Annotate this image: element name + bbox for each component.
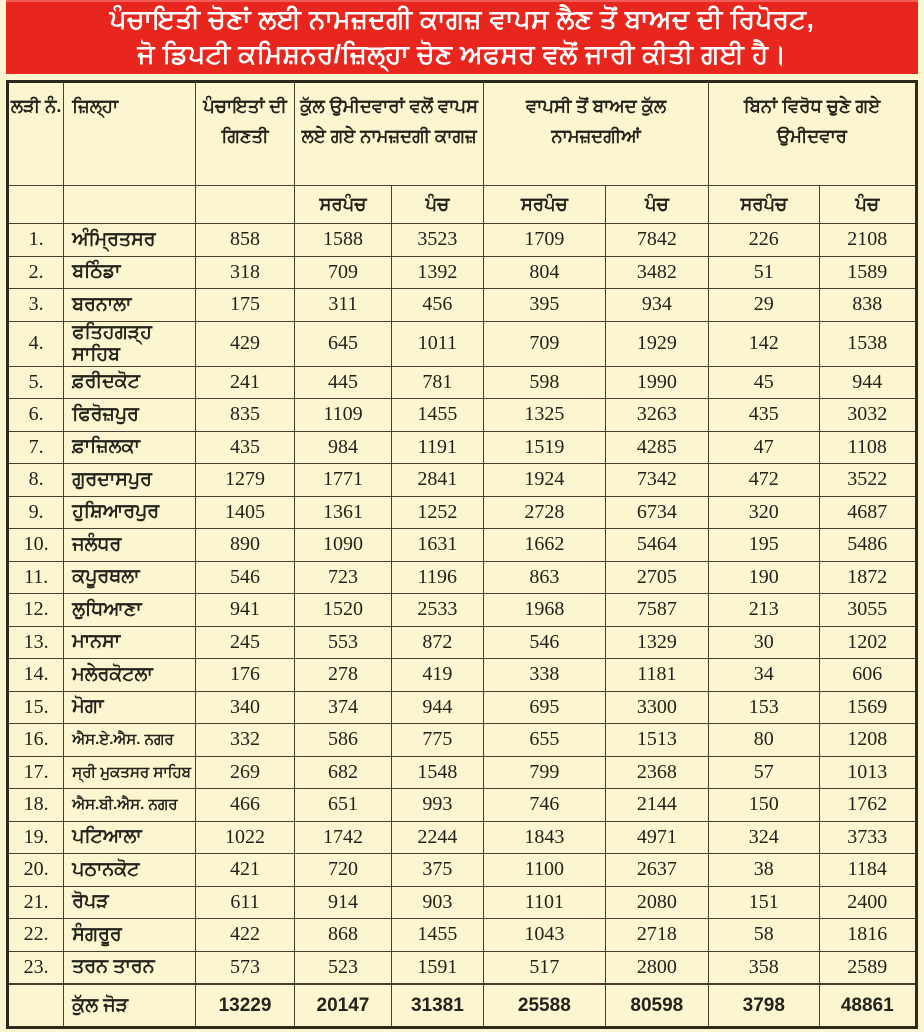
value-cell: 1329 — [605, 626, 708, 659]
value-cell: 6734 — [605, 496, 708, 529]
value-cell: 598 — [484, 366, 606, 399]
value-cell: 324 — [709, 821, 819, 854]
serial-cell: 14. — [8, 659, 64, 692]
value-cell: 151 — [709, 886, 819, 919]
district-cell: ਸੰਗਰੂਰ — [64, 919, 196, 952]
table-row — [8, 431, 917, 464]
district-cell: ਐਸ.ਬੀ.ਐਸ. ਨਗਰ — [64, 789, 196, 822]
serial-cell: 12. — [8, 594, 64, 627]
value-cell: 1361 — [295, 496, 391, 529]
table-header — [8, 82, 917, 224]
value-cell: 80 — [709, 724, 819, 757]
value-cell: 176 — [195, 659, 294, 692]
serial-cell: 22. — [8, 919, 64, 952]
value-cell: 338 — [484, 659, 606, 692]
district-cell: ਗੁਰਦਾਸਪੁਰ — [64, 464, 196, 497]
value-cell: 709 — [484, 321, 606, 366]
total-value-cell: 48861 — [819, 984, 916, 1028]
value-cell: 57 — [709, 756, 819, 789]
district-cell: ਸ੍ਰੀ ਮੁਕਤਸਰ ਸਾਹਿਬ — [64, 756, 196, 789]
subheader-sarpanch: ਸਰਪੰਚ — [484, 186, 606, 224]
value-cell: 269 — [195, 756, 294, 789]
serial-cell: 11. — [8, 561, 64, 594]
value-cell: 38 — [709, 854, 819, 887]
district-cell: ਮਾਨਸਾ — [64, 626, 196, 659]
value-cell: 195 — [709, 529, 819, 562]
value-cell: 944 — [391, 691, 483, 724]
value-cell: 775 — [391, 724, 483, 757]
serial-cell: 5. — [8, 366, 64, 399]
value-cell: 1109 — [295, 399, 391, 432]
value-cell: 1208 — [819, 724, 916, 757]
district-cell: ਰੋਪੜ — [64, 886, 196, 919]
value-cell: 606 — [819, 659, 916, 692]
serial-cell: 15. — [8, 691, 64, 724]
value-cell: 709 — [295, 256, 391, 289]
value-cell: 1662 — [484, 529, 606, 562]
value-cell: 5486 — [819, 529, 916, 562]
serial-cell: 20. — [8, 854, 64, 887]
subheader-panch: ਪੰਚ — [605, 186, 708, 224]
value-cell: 421 — [195, 854, 294, 887]
value-cell: 1709 — [484, 224, 606, 257]
value-cell: 2244 — [391, 821, 483, 854]
value-cell: 3032 — [819, 399, 916, 432]
header-group-withdrawn-papers: ਕੁੱਲ ਉਮੀਦਵਾਰਾਂ ਵਲੋਂ ਵਾਪਸ ਲਏ ਗਏ ਨਾਮਜ਼ਦਗੀ ਕਾਗਜ਼ — [295, 82, 484, 186]
value-cell: 142 — [709, 321, 819, 366]
value-cell: 1043 — [484, 919, 606, 952]
value-cell: 1184 — [819, 854, 916, 887]
value-cell: 1513 — [605, 724, 708, 757]
value-cell: 835 — [195, 399, 294, 432]
value-cell: 1279 — [195, 464, 294, 497]
table-row — [8, 529, 917, 562]
table-row — [8, 366, 917, 399]
serial-cell: 16. — [8, 724, 64, 757]
value-cell: 944 — [819, 366, 916, 399]
subheader-panch: ਪੰਚ — [819, 186, 916, 224]
district-cell: ਫ਼ਰੀਦਕੋਟ — [64, 366, 196, 399]
value-cell: 655 — [484, 724, 606, 757]
value-cell: 2400 — [819, 886, 916, 919]
subheader-empty — [64, 186, 196, 224]
serial-cell: 23. — [8, 951, 64, 984]
title-line-2: ਜੋ ਡਿਪਟੀ ਕਮਿਸ਼ਨਰ/ਜ਼ਿਲ੍ਹਾ ਚੋਣ ਅਫਸਰ ਵਲੋਂ ਜਾਰੀ ਕੀਤੀ ਗਈ ਹੈ। — [137, 39, 787, 69]
value-cell: 3523 — [391, 224, 483, 257]
value-cell: 5464 — [605, 529, 708, 562]
value-cell: 1538 — [819, 321, 916, 366]
value-cell: 586 — [295, 724, 391, 757]
value-cell: 2368 — [605, 756, 708, 789]
value-cell: 340 — [195, 691, 294, 724]
subheader-sarpanch: ਸਰਪੰਚ — [709, 186, 819, 224]
serial-cell: 8. — [8, 464, 64, 497]
value-cell: 1520 — [295, 594, 391, 627]
value-cell: 993 — [391, 789, 483, 822]
district-cell: ਹੁਸ਼ਿਆਰਪੁਰ — [64, 496, 196, 529]
serial-cell: 13. — [8, 626, 64, 659]
table-row — [8, 691, 917, 724]
table-row — [8, 256, 917, 289]
value-cell: 3482 — [605, 256, 708, 289]
value-cell: 682 — [295, 756, 391, 789]
value-cell: 1631 — [391, 529, 483, 562]
table-row — [8, 821, 917, 854]
value-cell: 278 — [295, 659, 391, 692]
district-cell: ਫਿਰੋਜ਼ਪੁਰ — [64, 399, 196, 432]
serial-cell: 7. — [8, 431, 64, 464]
district-cell: ਜਲੰਧਰ — [64, 529, 196, 562]
value-cell: 872 — [391, 626, 483, 659]
value-cell: 1090 — [295, 529, 391, 562]
serial-cell: 4. — [8, 321, 64, 366]
value-cell: 241 — [195, 366, 294, 399]
total-value-cell: 13229 — [195, 984, 294, 1028]
serial-cell: 17. — [8, 756, 64, 789]
value-cell: 429 — [195, 321, 294, 366]
value-cell: 890 — [195, 529, 294, 562]
header-panchayat-count: ਪੰਚਾਇਤਾਂ ਦੀ ਗਿਣਤੀ — [195, 82, 294, 186]
table-row — [8, 756, 917, 789]
district-cell: ਲੁਧਿਆਣਾ — [64, 594, 196, 627]
table-row — [8, 724, 917, 757]
value-cell: 435 — [709, 399, 819, 432]
value-cell: 375 — [391, 854, 483, 887]
value-cell: 456 — [391, 289, 483, 322]
value-cell: 1519 — [484, 431, 606, 464]
subheader-empty — [8, 186, 64, 224]
value-cell: 868 — [295, 919, 391, 952]
value-cell: 1591 — [391, 951, 483, 984]
value-cell: 1022 — [195, 821, 294, 854]
district-cell: ਫਤਿਹਗੜ੍ਹ ਸਾਹਿਬ — [64, 321, 196, 366]
value-cell: 838 — [819, 289, 916, 322]
header-district: ਜ਼ਿਲ੍ਹਾ — [64, 82, 196, 186]
value-cell: 2144 — [605, 789, 708, 822]
value-cell: 1392 — [391, 256, 483, 289]
table-row — [8, 659, 917, 692]
value-cell: 1589 — [819, 256, 916, 289]
value-cell: 3733 — [819, 821, 916, 854]
table-row — [8, 854, 917, 887]
value-cell: 318 — [195, 256, 294, 289]
value-cell: 4687 — [819, 496, 916, 529]
value-cell: 45 — [709, 366, 819, 399]
serial-cell: 9. — [8, 496, 64, 529]
value-cell: 2800 — [605, 951, 708, 984]
value-cell: 553 — [295, 626, 391, 659]
value-cell: 29 — [709, 289, 819, 322]
value-cell: 723 — [295, 561, 391, 594]
value-cell: 175 — [195, 289, 294, 322]
value-cell: 1181 — [605, 659, 708, 692]
value-cell: 1013 — [819, 756, 916, 789]
value-cell: 1843 — [484, 821, 606, 854]
table-row — [8, 626, 917, 659]
value-cell: 4285 — [605, 431, 708, 464]
table-row — [8, 886, 917, 919]
value-cell: 799 — [484, 756, 606, 789]
value-cell: 213 — [709, 594, 819, 627]
value-cell: 651 — [295, 789, 391, 822]
header-group-unopposed: ਬਿਨਾਂ ਵਿਰੋਧ ਚੁਣੇ ਗਏ ਉਮੀਦਵਾਰ — [709, 82, 917, 186]
value-cell: 435 — [195, 431, 294, 464]
table-row — [8, 919, 917, 952]
value-cell: 1325 — [484, 399, 606, 432]
serial-cell: 1. — [8, 224, 64, 257]
total-empty-cell — [8, 984, 64, 1028]
value-cell: 358 — [709, 951, 819, 984]
value-cell: 1405 — [195, 496, 294, 529]
value-cell: 1742 — [295, 821, 391, 854]
value-cell: 3522 — [819, 464, 916, 497]
value-cell: 746 — [484, 789, 606, 822]
value-cell: 3263 — [605, 399, 708, 432]
serial-cell: 19. — [8, 821, 64, 854]
value-cell: 150 — [709, 789, 819, 822]
value-cell: 2637 — [605, 854, 708, 887]
subheader-panch: ਪੰਚ — [391, 186, 483, 224]
district-cell: ਬਰਨਾਲਾ — [64, 289, 196, 322]
value-cell: 2080 — [605, 886, 708, 919]
value-cell: 47 — [709, 431, 819, 464]
subheader-sarpanch: ਸਰਪੰਚ — [295, 186, 391, 224]
district-cell: ਪਠਾਨਕੋਟ — [64, 854, 196, 887]
total-row — [8, 984, 917, 1028]
value-cell: 1011 — [391, 321, 483, 366]
value-cell: 611 — [195, 886, 294, 919]
total-value-cell: 3798 — [709, 984, 819, 1028]
value-cell: 1100 — [484, 854, 606, 887]
table-row — [8, 399, 917, 432]
value-cell: 2841 — [391, 464, 483, 497]
district-cell: ਤਰਨ ਤਾਰਨ — [64, 951, 196, 984]
value-cell: 4971 — [605, 821, 708, 854]
table-row — [8, 951, 917, 984]
table-row — [8, 224, 917, 257]
header-group-after-withdrawal: ਵਾਪਸੀ ਤੋਂ ਬਾਅਦ ਕੁੱਲ ਨਾਮਜ਼ਦਗੀਆਂ — [484, 82, 709, 186]
value-cell: 422 — [195, 919, 294, 952]
header-serial: ਲੜੀ ਨੰ. — [8, 82, 64, 186]
table-row — [8, 496, 917, 529]
value-cell: 332 — [195, 724, 294, 757]
value-cell: 245 — [195, 626, 294, 659]
value-cell: 863 — [484, 561, 606, 594]
value-cell: 1924 — [484, 464, 606, 497]
value-cell: 419 — [391, 659, 483, 692]
serial-cell: 18. — [8, 789, 64, 822]
value-cell: 1569 — [819, 691, 916, 724]
value-cell: 914 — [295, 886, 391, 919]
total-label: ਕੁੱਲ ਜੋੜ — [64, 984, 196, 1028]
value-cell: 1929 — [605, 321, 708, 366]
value-cell: 984 — [295, 431, 391, 464]
value-cell: 472 — [709, 464, 819, 497]
district-cell: ਐਸ.ਏ.ਐਸ. ਨਗਰ — [64, 724, 196, 757]
value-cell: 1968 — [484, 594, 606, 627]
value-cell: 1196 — [391, 561, 483, 594]
value-cell: 1455 — [391, 399, 483, 432]
table-body — [8, 224, 917, 1028]
value-cell: 573 — [195, 951, 294, 984]
table-row — [8, 464, 917, 497]
district-cell: ਫ਼ਾਜ਼ਿਲਕਾ — [64, 431, 196, 464]
value-cell: 34 — [709, 659, 819, 692]
serial-cell: 2. — [8, 256, 64, 289]
value-cell: 2589 — [819, 951, 916, 984]
serial-cell: 6. — [8, 399, 64, 432]
value-cell: 3055 — [819, 594, 916, 627]
value-cell: 1455 — [391, 919, 483, 952]
value-cell: 1548 — [391, 756, 483, 789]
value-cell: 1990 — [605, 366, 708, 399]
value-cell: 546 — [195, 561, 294, 594]
value-cell: 1771 — [295, 464, 391, 497]
value-cell: 2718 — [605, 919, 708, 952]
value-cell: 395 — [484, 289, 606, 322]
district-cell: ਮੋਗਾ — [64, 691, 196, 724]
value-cell: 2705 — [605, 561, 708, 594]
value-cell: 2108 — [819, 224, 916, 257]
value-cell: 2728 — [484, 496, 606, 529]
value-cell: 7842 — [605, 224, 708, 257]
value-cell: 858 — [195, 224, 294, 257]
value-cell: 546 — [484, 626, 606, 659]
value-cell: 226 — [709, 224, 819, 257]
district-cell: ਮਲੇਰਕੋਟਲਾ — [64, 659, 196, 692]
value-cell: 903 — [391, 886, 483, 919]
total-value-cell: 20147 — [295, 984, 391, 1028]
value-cell: 517 — [484, 951, 606, 984]
report-table — [6, 80, 918, 1029]
subheader-empty — [195, 186, 294, 224]
district-cell: ਪਟਿਆਲਾ — [64, 821, 196, 854]
value-cell: 1108 — [819, 431, 916, 464]
value-cell: 1816 — [819, 919, 916, 952]
table-row — [8, 561, 917, 594]
district-cell: ਬਠਿੰਡਾ — [64, 256, 196, 289]
total-value-cell: 80598 — [605, 984, 708, 1028]
value-cell: 374 — [295, 691, 391, 724]
value-cell: 1202 — [819, 626, 916, 659]
value-cell: 523 — [295, 951, 391, 984]
title-line-1: ਪੰਚਾਇਤੀ ਚੋਣਾਂ ਲਈ ਨਾਮਜ਼ਦਗੀ ਕਾਗਜ਼ ਵਾਪਸ ਲੈਣ ਤੋਂ ਬਾਅਦ ਦੀ ਰਿਪੋਰਟ, — [109, 4, 815, 34]
value-cell: 190 — [709, 561, 819, 594]
table-row — [8, 789, 917, 822]
value-cell: 1588 — [295, 224, 391, 257]
value-cell: 1101 — [484, 886, 606, 919]
value-cell: 1191 — [391, 431, 483, 464]
value-cell: 1872 — [819, 561, 916, 594]
value-cell: 2533 — [391, 594, 483, 627]
value-cell: 153 — [709, 691, 819, 724]
serial-cell: 21. — [8, 886, 64, 919]
district-cell: ਅੰਮ੍ਰਿਤਸਰ — [64, 224, 196, 257]
table-row — [8, 321, 917, 366]
serial-cell: 10. — [8, 529, 64, 562]
value-cell: 1252 — [391, 496, 483, 529]
table-row — [8, 594, 917, 627]
value-cell: 934 — [605, 289, 708, 322]
title-banner — [6, 0, 918, 74]
value-cell: 720 — [295, 854, 391, 887]
table-row — [8, 289, 917, 322]
value-cell: 445 — [295, 366, 391, 399]
value-cell: 30 — [709, 626, 819, 659]
value-cell: 695 — [484, 691, 606, 724]
value-cell: 58 — [709, 919, 819, 952]
serial-cell: 3. — [8, 289, 64, 322]
total-value-cell: 25588 — [484, 984, 606, 1028]
district-cell: ਕਪੂਰਥਲਾ — [64, 561, 196, 594]
value-cell: 645 — [295, 321, 391, 366]
value-cell: 3300 — [605, 691, 708, 724]
value-cell: 804 — [484, 256, 606, 289]
value-cell: 51 — [709, 256, 819, 289]
value-cell: 311 — [295, 289, 391, 322]
value-cell: 7342 — [605, 464, 708, 497]
value-cell: 1762 — [819, 789, 916, 822]
total-value-cell: 31381 — [391, 984, 483, 1028]
value-cell: 320 — [709, 496, 819, 529]
value-cell: 7587 — [605, 594, 708, 627]
value-cell: 781 — [391, 366, 483, 399]
value-cell: 466 — [195, 789, 294, 822]
value-cell: 941 — [195, 594, 294, 627]
